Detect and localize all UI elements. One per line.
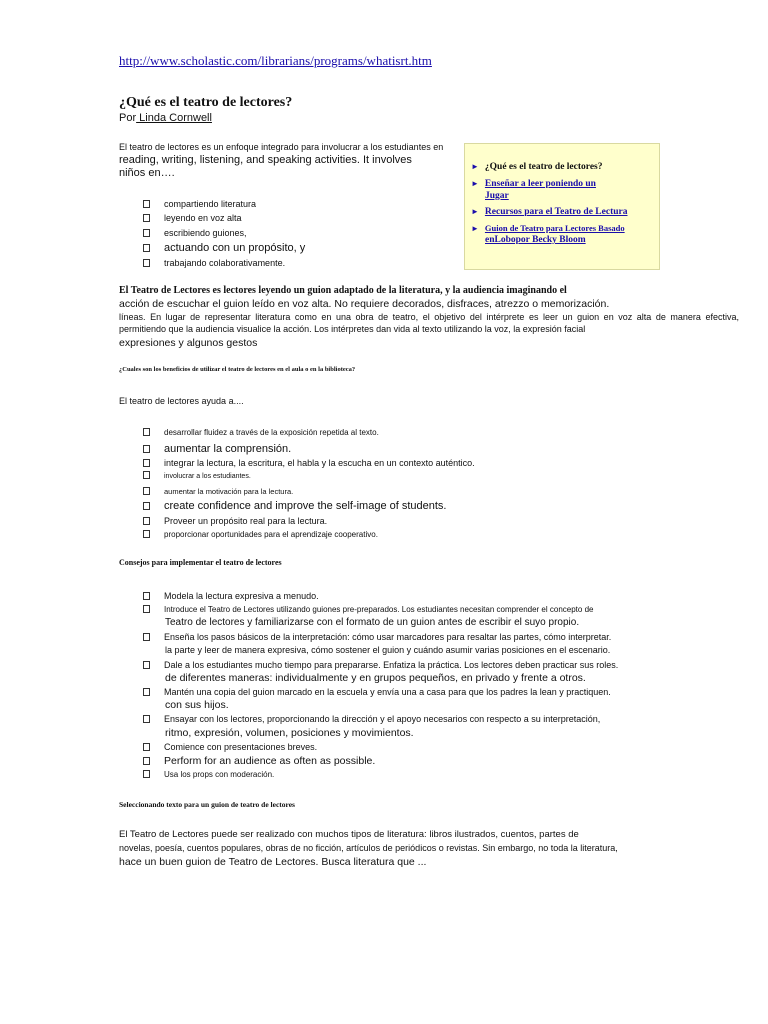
list-item: Enseña los pasos básicos de la interpretación: cómo usar marcadores para resaltar las partes, cómo interpretar. xyxy=(143,632,611,642)
checkbox-bullet-icon xyxy=(143,517,150,525)
checkbox-bullet-icon xyxy=(143,502,150,510)
arrow-right-icon: ► xyxy=(471,207,479,216)
checkbox-bullet-icon xyxy=(143,757,150,765)
checkbox-bullet-icon xyxy=(143,244,150,252)
list-item: integrar la lectura, la escritura, el habla y la escucha en un contexto auténtico. xyxy=(143,458,475,468)
list-item: compartiendo literatura xyxy=(143,199,256,209)
list-item: Introduce el Teatro de Lectores utilizando guiones pre-preparados. Los estudiantes necesitan comprender el concepto de xyxy=(143,605,593,614)
benefits-lead: El teatro de lectores ayuda a.... xyxy=(119,396,244,406)
list-item: aumentar la comprensión. xyxy=(143,443,291,455)
list-item: desarrollar fluidez a través de la exposición repetida al texto. xyxy=(143,428,379,437)
selecting-line-2: novelas, poesía, cuentos populares, obras de no ficción, artículos de periódicos o revistas. Sin embargo, no toda la literatura, xyxy=(119,843,618,853)
list-item-continued: la parte y leer de manera expresiva, cómo sostener el guion y cuándo asumir varias posiciones en el escenario. xyxy=(165,645,611,655)
list-item: aumentar la motivación para la lectura. xyxy=(143,487,293,496)
checkbox-bullet-icon xyxy=(143,428,150,436)
list-item: create confidence and improve the self-image of students. xyxy=(143,500,447,512)
sidebar-item-script-cont[interactable]: enLobopor Becky Bloom xyxy=(485,235,586,245)
list-item: trabajando colaborativamente. xyxy=(143,258,285,268)
sidebar-item-teach-reading[interactable]: ► Enseñar a leer poniendo un xyxy=(471,179,596,189)
list-item: proporcionar oportunidades para el aprendizaje cooperativo. xyxy=(143,530,378,539)
sidebar-item-teach-reading-cont[interactable]: Jugar xyxy=(485,191,509,201)
checkbox-bullet-icon xyxy=(143,715,150,723)
list-item: escribiendo guiones, xyxy=(143,228,247,238)
definition-line-4: permitiendo que la audiencia visualice la acción. Los intérpretes dan vida al texto utilizando la voz, la expresión facial xyxy=(119,324,586,334)
list-item: Ensayar con los lectores, proporcionando la dirección y el apoyo necesarios con respecto a su interpretación, xyxy=(143,714,600,724)
checkbox-bullet-icon xyxy=(143,229,150,237)
sidebar-item-script[interactable]: ► Guion de Teatro para Lectores Basado xyxy=(471,223,625,233)
author-name-link[interactable]: Linda Cornwell xyxy=(136,112,212,124)
list-item: Perform for an audience as often as possible. xyxy=(143,755,375,767)
intro-line-3: niños en…. xyxy=(119,167,175,179)
checkbox-bullet-icon xyxy=(143,633,150,641)
checkbox-bullet-icon xyxy=(143,770,150,778)
checkbox-bullet-icon xyxy=(143,200,150,208)
intro-line-1: El teatro de lectores es un enfoque integrado para involucrar a los estudiantes en xyxy=(119,142,444,152)
list-item: involucrar a los estudiantes. xyxy=(143,471,251,480)
list-item: Comience con presentaciones breves. xyxy=(143,742,317,752)
list-item-continued: con sus hijos. xyxy=(165,699,229,711)
checkbox-bullet-icon xyxy=(143,471,150,479)
benefits-heading: ¿Cuales son los beneficios de utilizar el teatro de lectores en el aula o en la biblioteca? xyxy=(119,366,356,373)
list-item-continued: de diferentes maneras: individualmente y en grupos pequeños, en privado y frente a otros. xyxy=(165,672,586,684)
checkbox-bullet-icon xyxy=(143,592,150,600)
list-item: leyendo en voz alta xyxy=(143,213,242,223)
checkbox-bullet-icon xyxy=(143,530,150,538)
arrow-right-icon: ► xyxy=(471,179,479,188)
intro-line-2: reading, writing, listening, and speaking activities. It involves xyxy=(119,154,412,166)
related-links-sidebar xyxy=(464,143,660,270)
definition-line-5: expresiones y algunos gestos xyxy=(119,337,258,349)
selecting-heading: Seleccionando texto para un guion de teatro de lectores xyxy=(119,800,295,809)
list-item: actuando con un propósito, y xyxy=(143,242,305,254)
arrow-right-icon: ► xyxy=(471,224,479,233)
page-title: ¿Qué es el teatro de lectores? xyxy=(119,95,293,110)
author-byline xyxy=(119,112,212,124)
list-item: Mantén una copia del guion marcado en la escuela y envía una a casa para que los padres la lean y practiquen. xyxy=(143,687,611,697)
checkbox-bullet-icon xyxy=(143,487,150,495)
checkbox-bullet-icon xyxy=(143,445,150,453)
sidebar-item-resources[interactable]: ► Recursos para el Teatro de Lectura xyxy=(471,207,628,217)
sidebar-item-what-is[interactable]: ► ¿Qué es el teatro de lectores? xyxy=(471,162,603,172)
checkbox-bullet-icon xyxy=(143,688,150,696)
checkbox-bullet-icon xyxy=(143,214,150,222)
tips-heading: Consejos para implementar el teatro de lectores xyxy=(119,558,282,567)
arrow-right-icon: ► xyxy=(471,162,479,171)
checkbox-bullet-icon xyxy=(143,259,150,267)
list-item: Proveer un propósito real para la lectura. xyxy=(143,516,327,526)
definition-line-2: acción de escuchar el guion leído en voz alta. No requiere decorados, disfraces, atrezzo o memorización. xyxy=(119,298,610,310)
definition-line-1: El Teatro de Lectores es lectores leyendo un guion adaptado de la literatura, y la audiencia imaginando el xyxy=(119,285,567,296)
list-item-continued: ritmo, expresión, volumen, posiciones y movimientos. xyxy=(165,727,414,739)
checkbox-bullet-icon xyxy=(143,605,150,613)
list-item-continued: Teatro de lectores y familiarizarse con el formato de un guion antes de escribir el suyo propio. xyxy=(165,617,580,628)
list-item: Dale a los estudiantes mucho tiempo para prepararse. Enfatiza la práctica. Los lectores deben practicar sus roles. xyxy=(143,660,618,670)
list-item: Modela la lectura expresiva a menudo. xyxy=(143,591,319,601)
list-item: Usa los props con moderación. xyxy=(143,770,274,779)
selecting-line-3: hace un buen guion de Teatro de Lectores. Busca literatura que ... xyxy=(119,856,427,868)
checkbox-bullet-icon xyxy=(143,743,150,751)
definition-line-3: líneas. En lugar de representar literatura como en una obra de teatro, el objetivo del intérprete es leer un guion en voz alta de manera efectiva, xyxy=(119,312,739,322)
selecting-line-1: El Teatro de Lectores puede ser realizado con muchos tipos de literatura: libros ilustrados, cuentos, partes de xyxy=(119,829,579,840)
source-url-link[interactable]: http://www.scholastic.com/librarians/programs/whatisrt.htm xyxy=(119,53,432,68)
checkbox-bullet-icon xyxy=(143,459,150,467)
checkbox-bullet-icon xyxy=(143,661,150,669)
author-prefix: Por xyxy=(119,112,137,124)
